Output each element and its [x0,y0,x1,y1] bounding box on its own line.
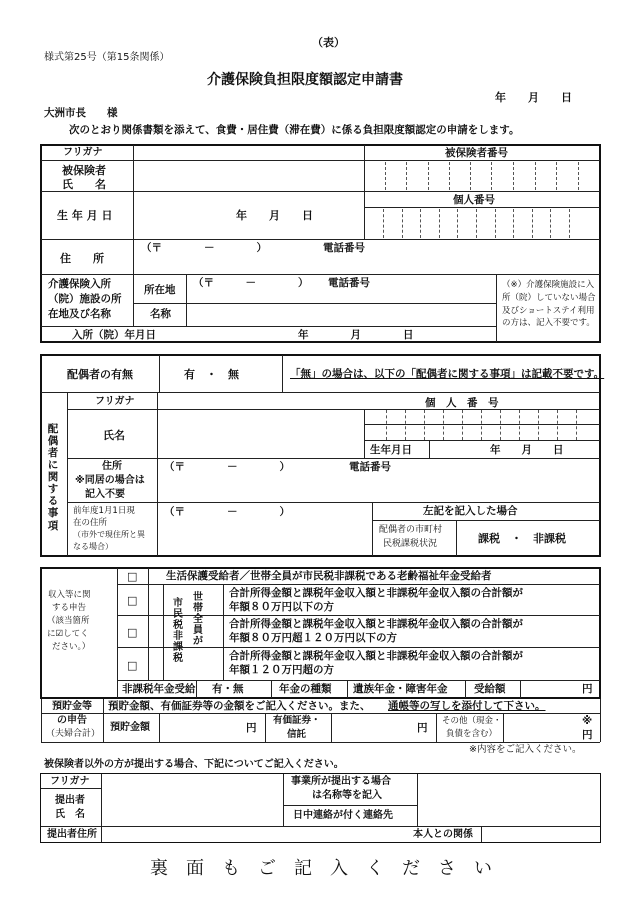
savings-side-2: の申告 [57,715,87,726]
spouse-furigana-label: フリガナ [95,396,135,407]
prev-postal[interactable]: （〒 － ） [164,506,290,518]
submitter-name-label: 提出者 [55,795,85,806]
spouse-phone-label: 電話番号 [349,461,391,473]
option4-text-2: 年額１２０万円超の方 [229,664,334,676]
form-number: 様式第25号（第15条関係） [44,52,170,63]
option3-text-2: 年額８０万円超１２０万円以下の方 [229,632,397,644]
savings-note-a: 預貯金額、有価証券等の金額をご記入ください。また、 [108,700,371,712]
company-label: 事業所が提出する場合 [291,776,391,787]
page-title: 介護保険負担限度額認定申請書 [207,72,403,88]
omote-label: （表） [312,36,345,49]
income-side-3: （該当箇所 [47,616,90,626]
pension-kind-value[interactable]: 遺族年金・障害年金 [353,683,448,695]
facility-label-3: 在地及び名称 [48,308,111,320]
securities-label-2: 信託 [287,729,307,740]
submitter-intro: 被保険者以外の方が提出する場合、下記についてご記入ください。 [44,759,344,770]
tax-status-label-2: 民税課税状況 [383,539,438,549]
spouse-side-label: 配偶者に関する事項 [47,423,59,532]
address-label: 住 所 [60,252,104,265]
option3-checkbox[interactable]: □ [127,626,138,639]
intro-text: 次のとおり関係書類を添えて、食費・居住費（滞在費）に係る負担限度額認定の申請をします。 [69,124,520,136]
contact-label: 日中連絡が付く連絡先 [293,810,393,821]
furigana-label: フリガナ [63,147,103,158]
left-note: 左記を記入した場合 [423,505,518,517]
securities-label: 有価証券・ [273,715,321,726]
savings-amount-label: 預貯金額 [110,722,150,733]
income-side-2: する申告 [52,603,87,613]
pension-amount-yen: 円 [582,683,593,695]
city-nontax-label: 市民税非課税 [173,598,183,664]
spouse-birth-field[interactable]: 年 月 日 [490,444,564,456]
submitter-name-label-2: 氏 名 [55,809,85,820]
admit-date-field[interactable]: 年 月 日 [298,329,414,341]
household-nontax-label: 世帯全員が [193,592,203,647]
spouse-name-label: 氏名 [103,429,125,442]
insured-name-label: 被保険者 [62,164,106,177]
spouse-kojin-label: 個 人 番 号 [425,397,499,409]
relation-label: 本人との関係 [413,829,473,840]
option2-checkbox[interactable]: □ [127,594,138,607]
submitter-furigana: フリガナ [50,776,90,787]
option1-text: 生活保護受給者／世帯全員が市民税非課税である老齢福祉年金受給者 [166,570,492,582]
footer-note: 裏 面 も ご 記 入 く だ さ い [150,858,492,879]
other-assets-yen: 円 [582,729,593,741]
spouse-postal[interactable]: （〒 － ） [164,461,290,473]
option1-checkbox[interactable]: □ [127,570,138,583]
tax-status-value[interactable]: 課税 ・ 非課税 [478,532,566,545]
spouse-address-note: ※同居の場合は [75,475,145,486]
income-side-1: 収入等に関 [48,590,91,600]
spouse-address-label: 住所 [102,461,122,472]
addressee: 大洲市長 様 [44,107,118,119]
prev-address-label: 前年度1月1日現 [73,506,135,516]
facility-phone-label: 電話番号 [328,277,370,289]
company-label-2: は名称等を記入 [312,790,382,801]
savings-amount-yen: 円 [246,722,257,734]
spouse-address-note-2: 記入不要 [85,489,125,500]
other-assets-label-2: 負債を含む） [446,729,498,739]
option4-text: 合計所得金額と課税年金収入額と非課税年金収入額の合計額が [229,650,523,662]
application-date: 年 月 日 [495,91,572,104]
spouse-yes-no[interactable]: 有 ・ 無 [184,368,239,381]
facility-note: （※）介護保険施設に入所（院）していない場合及びショートステイ利用の方は、記入不要です。 [502,280,596,329]
phone-label: 電話番号 [323,242,365,254]
insured-number-label: 被保険者番号 [445,147,508,159]
nontax-pension-yn[interactable]: 有・無 [212,683,244,695]
submitter-address-label: 提出者住所 [47,829,97,840]
nontax-pension-label: 非課税年金受給 [122,683,196,695]
savings-side-3: （夫婦合計） [46,729,101,739]
kojin-number-label: 個人番号 [453,194,495,206]
address-postal[interactable]: （〒 － ） [141,242,267,254]
securities-yen: 円 [417,722,428,734]
spouse-note: 「無」の場合は、以下の「配偶者に関する事項」は記載不要です。 [290,368,605,380]
spouse-birth-label: 生年月日 [370,444,412,456]
option2-text: 合計所得金額と課税年金収入額と非課税年金収入額の合計額が [229,587,523,599]
facility-name-label: 名称 [150,308,171,320]
other-assets-mark: ※ [582,715,593,727]
option2-text-2: 年額８０万円以下の方 [229,601,334,613]
prev-address-label-3: （市外で現住所と異 [73,530,145,539]
admit-date-label: 入所（院）年月日 [72,329,156,341]
prev-address-label-2: 在の住所 [73,518,108,528]
birth-date-field[interactable]: 年 月 日 [236,209,313,222]
location-label: 所在地 [144,284,176,296]
fill-in-note: ※内容をご記入ください。 [469,744,582,755]
option4-checkbox[interactable]: □ [127,659,138,672]
pension-kind-label: 年金の種類 [279,683,332,695]
pension-amount-label: 受給額 [474,683,506,695]
spouse-question: 配偶者の有無 [67,368,133,381]
birth-date-label: 生 年 月 日 [57,209,113,222]
insured-name-label-2: 氏 名 [62,178,106,191]
savings-note-b: 通帳等の写しを添付して下さい。 [388,700,546,712]
facility-label-2: （院）施設の所 [48,293,122,305]
option3-text: 合計所得金額と課税年金収入額と非課税年金収入額の合計額が [229,618,523,630]
tax-status-label: 配偶者の市町村 [379,525,443,535]
prev-address-label-4: なる場合） [73,542,113,551]
facility-label: 介護保険入所 [48,278,111,290]
facility-postal[interactable]: （〒 － ） [193,277,309,289]
savings-side-1: 預貯金等 [52,701,92,712]
income-side-4: に☑してく [47,629,89,639]
income-side-5: ださい。） [52,642,91,652]
other-assets-label: その他（現金・ [442,716,502,726]
